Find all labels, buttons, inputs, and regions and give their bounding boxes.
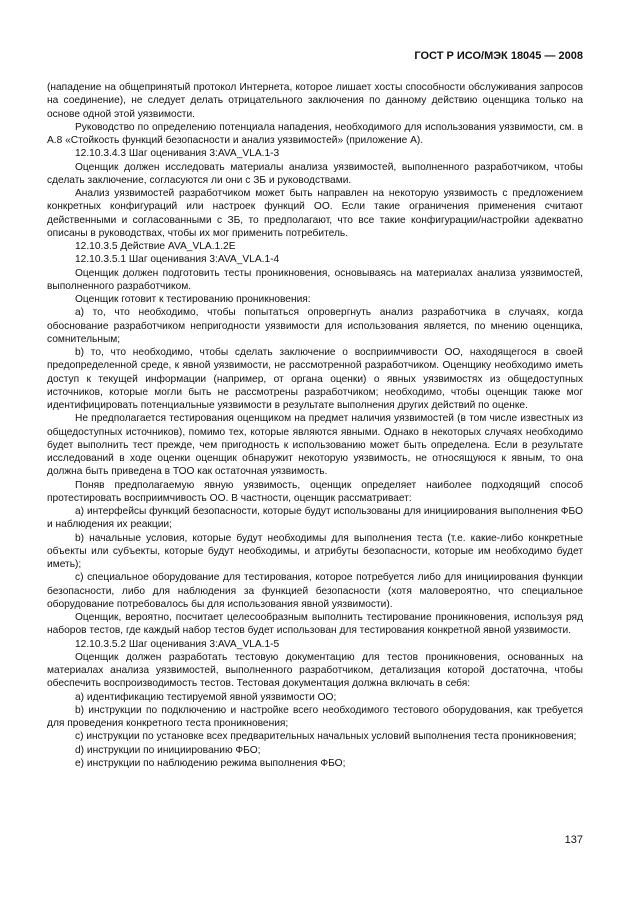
list-item: b) инструкции по подключению и настройке всего необходимого тестового оборудования, как требуется для проведения конкретного теста проникновения; <box>47 704 583 729</box>
paragraph: Оценщик должен подготовить тесты проникновения, основываясь на материалах анализа уязвимостей, выполненного разработчиком. <box>47 267 583 292</box>
paragraph: Оценщик должен исследовать материалы анализа уязвимостей, выполненного разработчиком, чтобы сделать заключение, согласуются ли они с ЗБ и руководствами. <box>47 161 583 186</box>
paragraph: Оценщик, вероятно, посчитает целесообразным выполнить тестирование проникновения, используя ряд наборов тестов, где каждый набор тестов будет использован для тестирования конкретной явной уязвимости. <box>47 612 583 637</box>
paragraph: Анализ уязвимостей разработчиком может быть направлен на некоторую уязвимость с предложением конкретных конфигураций или настроек функций ОО. Если такие ограничения применения считают действенными и согласованными с ЗБ, то предполагают, что все такие конфигурации/настройки адекватно описаны в руководствах, чтобы их мог применить потребитель. <box>47 188 583 239</box>
page-number: 137 <box>564 834 583 846</box>
page-body <box>47 81 583 770</box>
list-item: a) идентификацию тестируемой явной уязвимости ОО; <box>75 691 337 703</box>
paragraph: Не предполагается тестирования оценщиком на предмет наличия уязвимостей (в том числе известных из общедоступных источников), помимо тех, которые являются явными. Однако в некоторых случаях необходимо будет выполнить тест прежде, чем пригодность к использованию может быть определена. Если в результате исследований в ходе оценки оценщик обнаружит некоторую уязвимость, не относящуюся к явным, то она должна быть приведена в ТОО как остаточная уязвимость. <box>47 413 583 478</box>
paragraph-continuation: (нападение на общепринятый протокол Интернета, которое лишает хосты способности обслуживания запросов на соединение), не следует делать отрицательного заключения по данному действию оценщика только на основе одной этой уязвимости. <box>47 82 583 120</box>
document-header: ГОСТ Р ИСО/МЭК 18045 — 2008 <box>414 50 583 62</box>
paragraph: Руководство по определению потенциала нападения, необходимого для использования уязвимости, см. в А.8 «Стойкость функций безопасности и анализ уязвимостей» (приложение А). <box>47 121 583 146</box>
list-item: c) специальное оборудование для тестирования, которое потребуется либо для инициирования функции безопасности, либо для наблюдения за функцией безопасности (хотя маловероятно, что специальное оборудование потребовалось бы для использования явной уязвимости). <box>47 572 583 610</box>
list-item: a) интерфейсы функций безопасности, которые будут использованы для инициирования выполнения ФБО и наблюдения их реакции; <box>47 506 583 531</box>
list-item: c) инструкции по установке всех предварительных начальных условий выполнения теста проникновения; <box>75 731 577 743</box>
action-heading: 12.10.3.5 Действие AVA_VLA.1.2E <box>75 241 236 252</box>
step-heading: 12.10.3.5.1 Шаг оценивания 3:AVA_VLA.1-4 <box>75 254 280 266</box>
step-heading: 12.10.3.5.2 Шаг оценивания 3:AVA_VLA.1-5 <box>75 638 280 650</box>
list-item: a) то, что необходимо, чтобы попытаться опровергнуть анализ разработчика в случаях, когда обоснование разработчиком непригодности уязвимости для использования является, по мнению оценщика, сомнительным; <box>47 307 583 345</box>
step-heading: 12.10.3.4.3 Шаг оценивания 3:AVA_VLA.1-3 <box>75 148 280 160</box>
paragraph: Поняв предполагаемую явную уязвимость, оценщик определяет наиболее подходящий способ протестировать восприимчивость ОО. В частности, оценщик рассматривает: <box>47 479 583 504</box>
list-item: d) инструкции по инициированию ФБО; <box>75 744 261 756</box>
paragraph: Оценщик готовит к тестированию проникновения: <box>75 294 311 305</box>
paragraph: Оценщик должен разработать тестовую документацию для тестов проникновения, основанных на материалах анализа уязвимостей, выполненного разработчиком, детализация которой достаточна, чтобы обеспечить воспроизводимость тестов. Тестовая документация должна включать в себя: <box>47 651 583 690</box>
list-item: b) начальные условия, которые будут необходимы для выполнения теста (т.е. какие-либо конкретные объекты или субъекты, которые будут необходимы, и атрибуты безопасности, которые им необходимо будет иметь); <box>47 532 583 570</box>
list-item: e) инструкции по наблюдению режима выполнения ФБО; <box>75 757 346 769</box>
list-item: b) то, что необходимо, чтобы сделать заключение о восприимчивости ОО, находящегося в своей предопределенной среде, к явной уязвимости, не рассмотренной разработчиком. Оценщику необходимо иметь доступ к текущей информации (например, от органа оценки) о явных уязвимостях из общедоступных источников, которые могли быть не рассмотрены разработчиком; необходимо, чтобы оценщик также мог идентифицировать потенциальные уязвимости в результате выполнения других действий по оценке. <box>47 347 583 411</box>
